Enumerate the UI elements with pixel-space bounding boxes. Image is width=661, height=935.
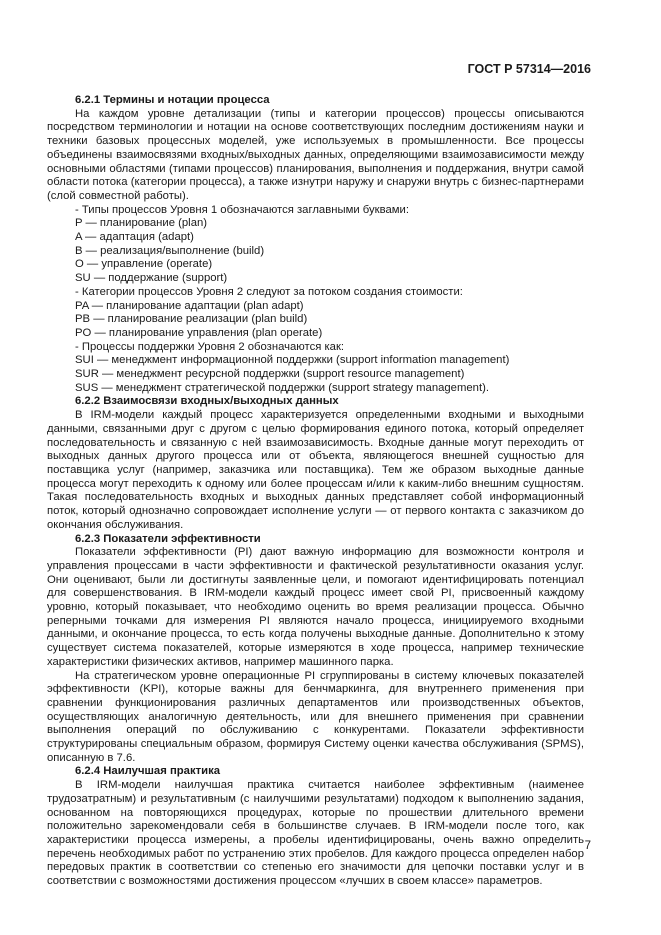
document-id: ГОСТ Р 57314—2016 <box>467 62 591 76</box>
paragraph: На каждом уровне детализации (типы и категории процессов) процессы описываются посредством терминологии и нотации на основе соответствующих последним достижениям науки и техники базовых процессных моделей, уже используемых в промышленности. Все процессы объединены взаимосвязями входных/выходных данных, определяющими взаимозависимости между основными областями (типами процессов) планирования, выполнения и поддержания, внутри самой области потока (категории процесса), а также изнутри наружу и снаружи внутрь с бизнес-партнерами (слой совместной работы). <box>47 107 584 202</box>
list-intro: - Типы процессов Уровня 1 обозначаются заглавными буквами: <box>75 203 409 216</box>
list-item: SUI — менеджмент информационной поддержки (support information management) <box>75 354 510 367</box>
list-intro: - Процессы поддержки Уровня 2 обозначаются как: <box>75 340 345 353</box>
list-intro: - Категории процессов Уровня 2 следуют за потоком создания стоимости: <box>75 285 463 298</box>
list-item: SUS — менеджмент стратегической поддержки (support strategy management). <box>75 381 489 394</box>
page-number: 7 <box>584 840 591 852</box>
list-item: O — управление (operate) <box>75 258 213 271</box>
section-heading: 6.2.1 Термины и нотации процесса <box>75 94 270 106</box>
section-heading: 6.2.2 Взаимосвязи входных/выходных данных <box>75 395 339 408</box>
list-item: P — планирование (plan) <box>75 217 208 230</box>
section-heading: 6.2.4 Наилучшая практика <box>75 765 221 778</box>
paragraph: На стратегическом уровне операционные PI сгруппированы в систему ключевых показателей эффективности (KPI), которые важны для бенчмаркинга, для внутреннего применения при сравнении функционирования различных департаментов или производственных объектов, осуществляющих аналогичную деятельность, или для внешнего применения при сравнении выполнения операций по обслуживанию с конкурентами. Показатели эффективности структурированы специальным образом, формируя Систему оценки качества обслуживания (SPMS), описанную в 7.6. <box>47 669 584 764</box>
paragraph: Показатели эффективности (PI) дают важную информацию для возможности контроля и управления процессами в части эффективности и фактической результативности оказания услуг. Они оценивают, были ли достигнуты заявленные цели, и помогают идентифицировать потенциал для совершенствования. В IRM-модели каждый процесс имеет свой PI, присвоенный каждому уровню, который показывает, что необходимо оценить во время реализации процесса. Обычно реперными точками для измерения PI являются начало процесса, инициируемого входными данными, и окончание процесса, то есть когда получены выходные данные. Дополнительно к этому существует система показателей, которые измеряются в ходе процесса, например технические характеристики физических активов, например машинного парка. <box>47 546 584 668</box>
section-heading: 6.2.3 Показатели эффективности <box>75 532 261 545</box>
paragraph: В IRM-модели наилучшая практика считается наиболее эффективным (наименее трудозатратным) и результативным (с наилучшими результатами) подходом к выполнению задания, основанном на повторяющихся процедурах, которые по прошествии длительного времени положительно зарекомендовали себя в большинстве случаев. В IRM-модели после того, как характеристики процесса измерены, а пробелы идентифицированы, очень важно определить перечень необходимых работ по устранению этих пробелов. Для каждого процесса определен набор передовых практик в соответствии со степенью его значимости для цепочки поставки услуг и в соответствии с возможностями достижения процессом «лучших в своем классе» параметров. <box>47 779 584 888</box>
list-item: PA — планирование адаптации (plan adapt) <box>75 299 304 312</box>
list-item: PB — планирование реализации (plan build) <box>75 313 308 326</box>
list-item: A — адаптация (adapt) <box>75 231 194 244</box>
list-item: B — реализация/выполнение (build) <box>75 244 265 257</box>
list-item: SUR — менеджмент ресурсной поддержки (support resource management) <box>75 368 465 381</box>
list-item: PO — планирование управления (plan operate) <box>75 326 323 339</box>
page-content <box>47 94 584 889</box>
paragraph: В IRM-модели каждый процесс характеризуется определенными входными и выходными данными, связанными друг с другом с целью формирования единого потока, который определяет последовательность и связанную с ней взаимозависимость. Входные данные могут переходить от выходных данных другого процесса или от объекта, являющегося внешней сущностью для поставщика услуг (например, заказчика или поставщика). Тем же образом выходные данные процесса могут переходить к одному или более процессам и/или к каким-либо внешним сущностям. Такая последовательность входных и выходных данных представляет собой информационный поток, который однозначно сопровождает исполнение услуги — от первого контакта с заказчиком до окончания обслуживания. <box>47 409 584 531</box>
list-item: SU — поддержание (support) <box>75 272 228 285</box>
